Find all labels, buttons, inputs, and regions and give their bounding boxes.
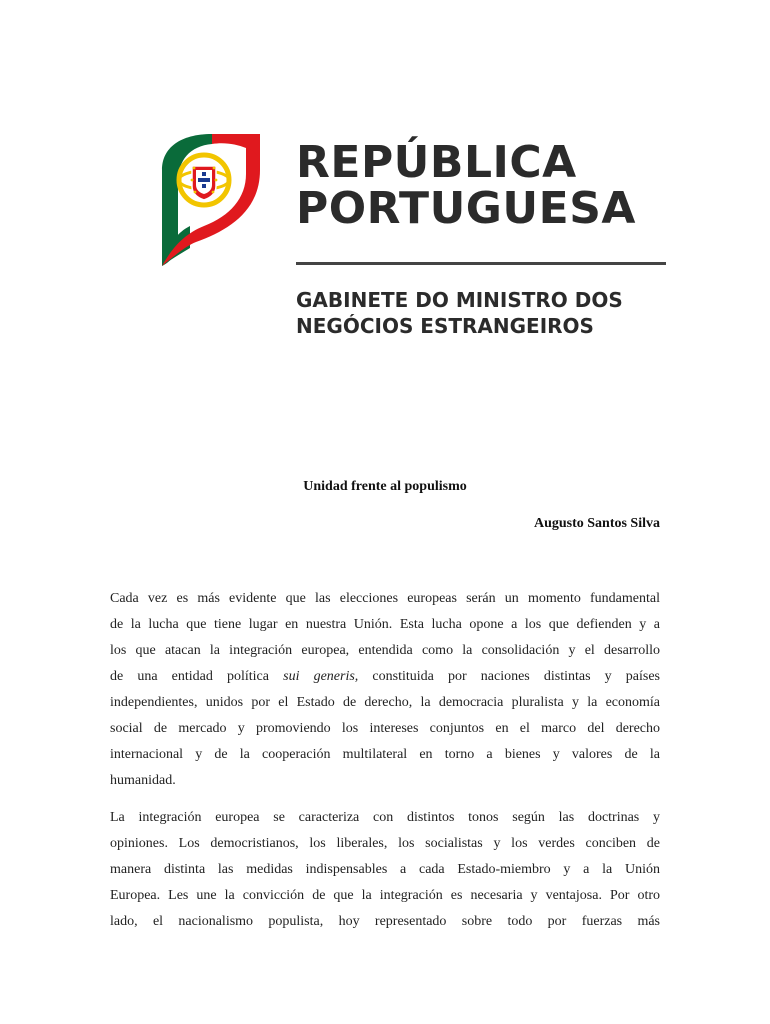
paragraph-1	[110, 586, 660, 794]
text-line: La integración europea se caracteriza con distintos tonos según las doctrinas y	[110, 810, 660, 825]
text-line: internacional y de la cooperación multilateral en torno a bienes y valores de la	[110, 747, 660, 762]
text-line: de la lucha que tiene lugar en nuestra Unión. Esta lucha opone a los que defienden y a	[110, 617, 660, 632]
document-author: Augusto Santos Silva	[533, 516, 660, 531]
document-title: Unidad frente al populismo	[303, 479, 467, 494]
paragraph-2	[110, 805, 660, 935]
text-line: lado, el nacionalismo populista, hoy representado sobre todo por fuerzas más	[110, 914, 660, 929]
text-segment: de una entidad política	[110, 669, 284, 684]
logo-divider	[296, 262, 666, 265]
text-line: Cada vez es más evidente que las elecciones europeas serán un momento fundamental	[110, 591, 660, 606]
portuguese-armillary-shield-icon	[160, 130, 262, 266]
document-body	[110, 586, 660, 935]
text-line: los que atacan la integración europea, entendida como la consolidación y el desarrollo	[110, 643, 660, 658]
text-line: independientes, unidos por el Estado de derecho, la democracia pluralista y la economía	[110, 695, 660, 710]
text-line: manera distinta las medidas indispensables a cada Estado-miembro y a la Unión	[110, 862, 660, 877]
text-segment: constituida por naciones distintas y países	[358, 669, 661, 684]
logo-title-line-2: PORTUGUESA	[296, 183, 636, 234]
logo-title-line-1: REPÚBLICA	[296, 137, 577, 188]
text-line: opiniones. Los democristianos, los liberales, los socialistas y los verdes conciben de	[110, 836, 660, 851]
text-line: Europea. Les une la convicción de que la integración es necesaria y ventajosa. Por otro	[110, 888, 660, 903]
italic-term: sui generis,	[283, 669, 359, 684]
logo-subtitle	[296, 287, 623, 339]
logo-subtitle-line-1: GABINETE DO MINISTRO DOS	[296, 288, 623, 312]
logo-title	[296, 137, 636, 234]
text-line	[110, 664, 660, 690]
text-line: humanidad.	[110, 773, 176, 788]
text-line: social de mercado y promoviendo los intereses conjuntos en el marco del derecho	[110, 721, 660, 736]
logo-subtitle-line-2: NEGÓCIOS ESTRANGEIROS	[296, 314, 594, 338]
